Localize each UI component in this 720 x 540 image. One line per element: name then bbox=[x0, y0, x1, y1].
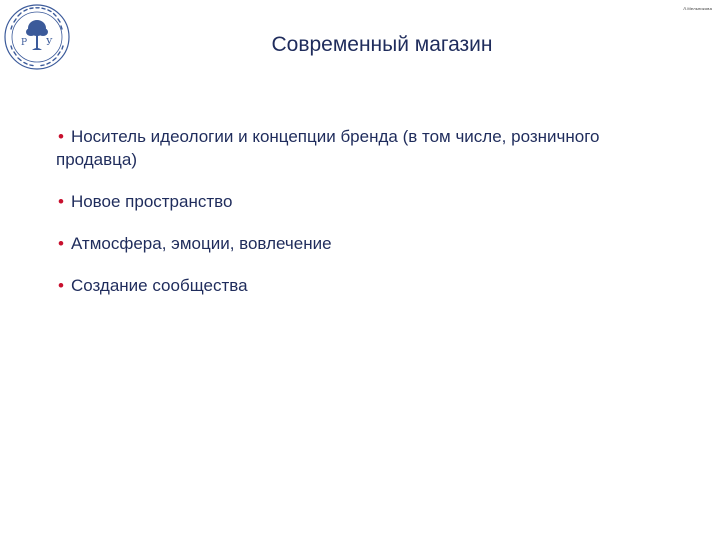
bullet-text: Создание сообщества bbox=[70, 276, 248, 295]
bullet-dot-icon: • bbox=[58, 234, 64, 253]
bullet-dot-icon: • bbox=[58, 192, 64, 211]
bullet-text: Атмосфера, эмоции, вовлечение bbox=[70, 234, 332, 253]
svg-text:Р: Р bbox=[21, 38, 28, 48]
bullet-dot-icon: • bbox=[58, 276, 64, 295]
svg-text:У: У bbox=[46, 38, 53, 48]
slide-title: Современный магазин bbox=[271, 33, 493, 56]
bullet-item bbox=[58, 274, 678, 297]
bullet-list bbox=[58, 125, 678, 316]
corner-note: Л.Мельникова bbox=[683, 6, 712, 11]
bullet-item bbox=[58, 232, 678, 255]
bullet-item bbox=[58, 190, 678, 213]
bullet-text: Новое пространство bbox=[70, 192, 233, 211]
bullet-item bbox=[56, 125, 678, 171]
bullet-text: Носитель идеологии и концепции бренда (в том числе, розничного продавца) bbox=[56, 127, 600, 169]
bullet-dot-icon: • bbox=[58, 127, 64, 146]
